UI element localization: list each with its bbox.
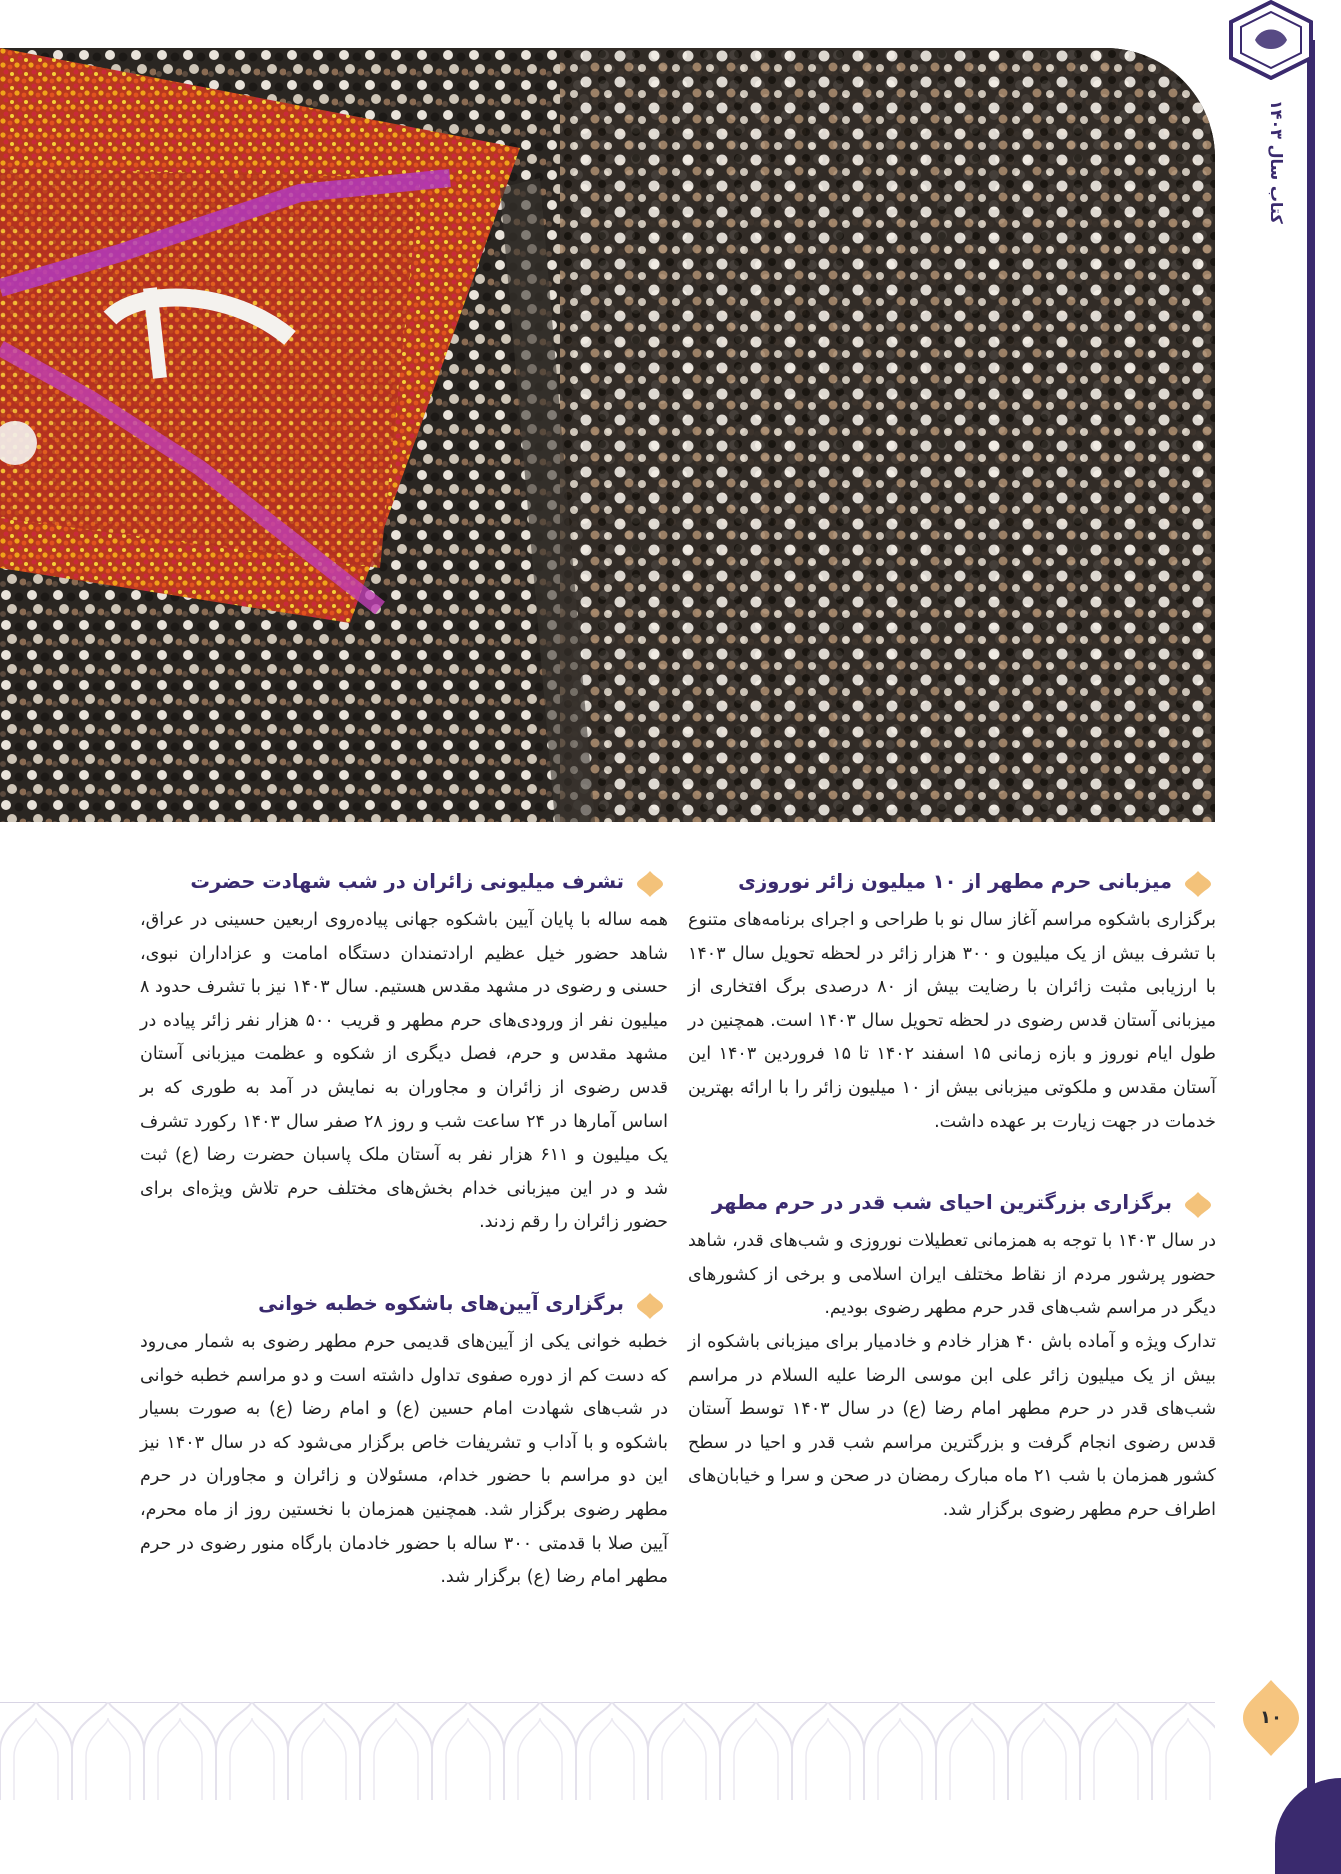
page-number-badge bbox=[1241, 1678, 1301, 1758]
right-column bbox=[688, 862, 1216, 1528]
ornament-icon bbox=[636, 870, 664, 898]
ornament-icon bbox=[1184, 870, 1212, 898]
corner-ornament bbox=[1275, 1778, 1341, 1874]
hero-photo bbox=[0, 48, 1215, 822]
footer-arabesque-pattern bbox=[0, 1700, 1220, 1800]
ornament-icon bbox=[636, 1292, 664, 1320]
book-title: کتاب سال ۱۴۰۳ bbox=[1267, 100, 1286, 224]
section-heading-shahadat: تشرف میلیونی زائران در شب شهادت حضرت bbox=[140, 862, 668, 902]
page-number: ۱۰ bbox=[1260, 1707, 1282, 1728]
section-body-shahadat: همه ساله با پایان آیین باشکوه جهانی پیاده‌روی اربعین حسینی در عراق، شاهد حضور خیل عظیم ارادتمندان دستگاه امامت و عزاداران نبوی، حسنی و رضوی در مشهد مقدس هستیم. سال ۱۴۰۳ نیز با تشرف حدود ۸ میلیون نفر از ورودی‌های حرم مطهر و قریب ۵۰۰ هزار نفر زائر پیاده در مشهد مقدس و حرم، فصل دیگری از شکوه و عظمت میزبانی آستان قدس رضوی از زائران و مجاوران به نمایش در آمد به طوری که بر اساس آمارها در ۲۴ ساعت شب و روز ۲۸ صفر سال ۱۴۰۳ رکورد تشرف یک میلیون و ۶۱۱ هزار نفر به آستان ملک پاسبان حضرت رضا (ع) ثبت شد و در این میزبانی خدام بخش‌های مختلف حرم تلاش ویژه‌ای برای حضور زائران را رقم زدند. bbox=[140, 910, 668, 1233]
section-body-nowruz: برگزاری باشکوه مراسم آغاز سال نو با طراحی و اجرای برنامه‌های متنوع با تشرف بیش از یک میلیون و ۳۰۰ هزار زائر در لحظه تحویل سال ۱۴۰۳ با ارزیابی مثبت زائران با رضایت بیش از ۸۰ درصدی برگ افتخاری از میزبانی آستان قدس رضوی در لحظه تحویل سال ۱۴۰۳ است. همچنین در طول ایام نوروز و بازه زمانی ۱۵ اسفند ۱۴۰۲ تا ۱۵ فروردین ۱۴۰۳ این آستان مقدس و ملکوتی میزبانی بیش از ۱۰ میلیون زائر را با ارائه بهترین خدمات در جهت زیارت بر عهده داشت. bbox=[688, 910, 1217, 1132]
section-heading-nowruz: میزبانی حرم مطهر از ۱۰ میلیون زائر نوروزی bbox=[688, 862, 1216, 902]
crowd-flower-image bbox=[0, 48, 1215, 822]
left-column bbox=[140, 862, 668, 1595]
section-heading-khutbeh: برگزاری آیین‌های باشکوه خطبه خوانی bbox=[140, 1284, 668, 1324]
section-body-qadr-2: تدارک ویژه و آماده باش ۴۰ هزار خادم و خادمیار برای میزبانی باشکوه از بیش از یک میلیون زائر علی ابن موسی الرضا علیه السلام در مراسم شب‌های قدر در حرم مطهر امام رضا (ع) در سال ۱۴۰۳ توسط آستان قدس رضوی انجام گرفت و بزرگترین مراسم شب قدر و احیا در سطح کشور همزمان با شب ۲۱ ماه مبارک رمضان در صحن و سرا و خیابان‌های اطراف حرم مطهر رضوی برگزار شد. bbox=[688, 1331, 1217, 1520]
sidebar-rail bbox=[1307, 40, 1315, 1874]
section-heading-qadr: برگزاری بزرگترین احیای شب قدر در حرم مطهر bbox=[688, 1183, 1216, 1223]
publisher-logo bbox=[1225, 0, 1317, 80]
section-body-qadr-1: در سال ۱۴۰۳ با توجه به همزمانی تعطیلات نوروزی و شب‌های قدر، شاهد حضور پرشور مردم از نقاط مختلف ایران اسلامی و برخی از کشورهای دیگر در مراسم شب‌های قدر حرم مطهر رضوی بودیم. bbox=[688, 1231, 1216, 1319]
section-body-khutbeh: خطبه خوانی یکی از آیین‌های قدیمی حرم مطهر رضوی به شمار می‌رود که دست کم از دوره صفوی تداول داشته است و دو مراسم خطبه خوانی در شب‌های شهادت امام حسین (ع) و امام رضا (ع) به صورت بسیار باشکوه و با آداب و تشریفات خاص برگزار می‌شود که در سال ۱۴۰۳ نیز این دو مراسم با حضور خدام، مسئولان و زائران و مجاوران در حرم مطهر رضوی برگزار شد. همچنین همزمان با نخستین روز از ماه محرم، آیین صلا با قدمتی ۳۰۰ ساله با حضور خادمان بارگاه منور رضوی در حرم مطهر امام رضا (ع) برگزار شد. bbox=[140, 1331, 669, 1588]
ornament-icon bbox=[1184, 1191, 1212, 1219]
